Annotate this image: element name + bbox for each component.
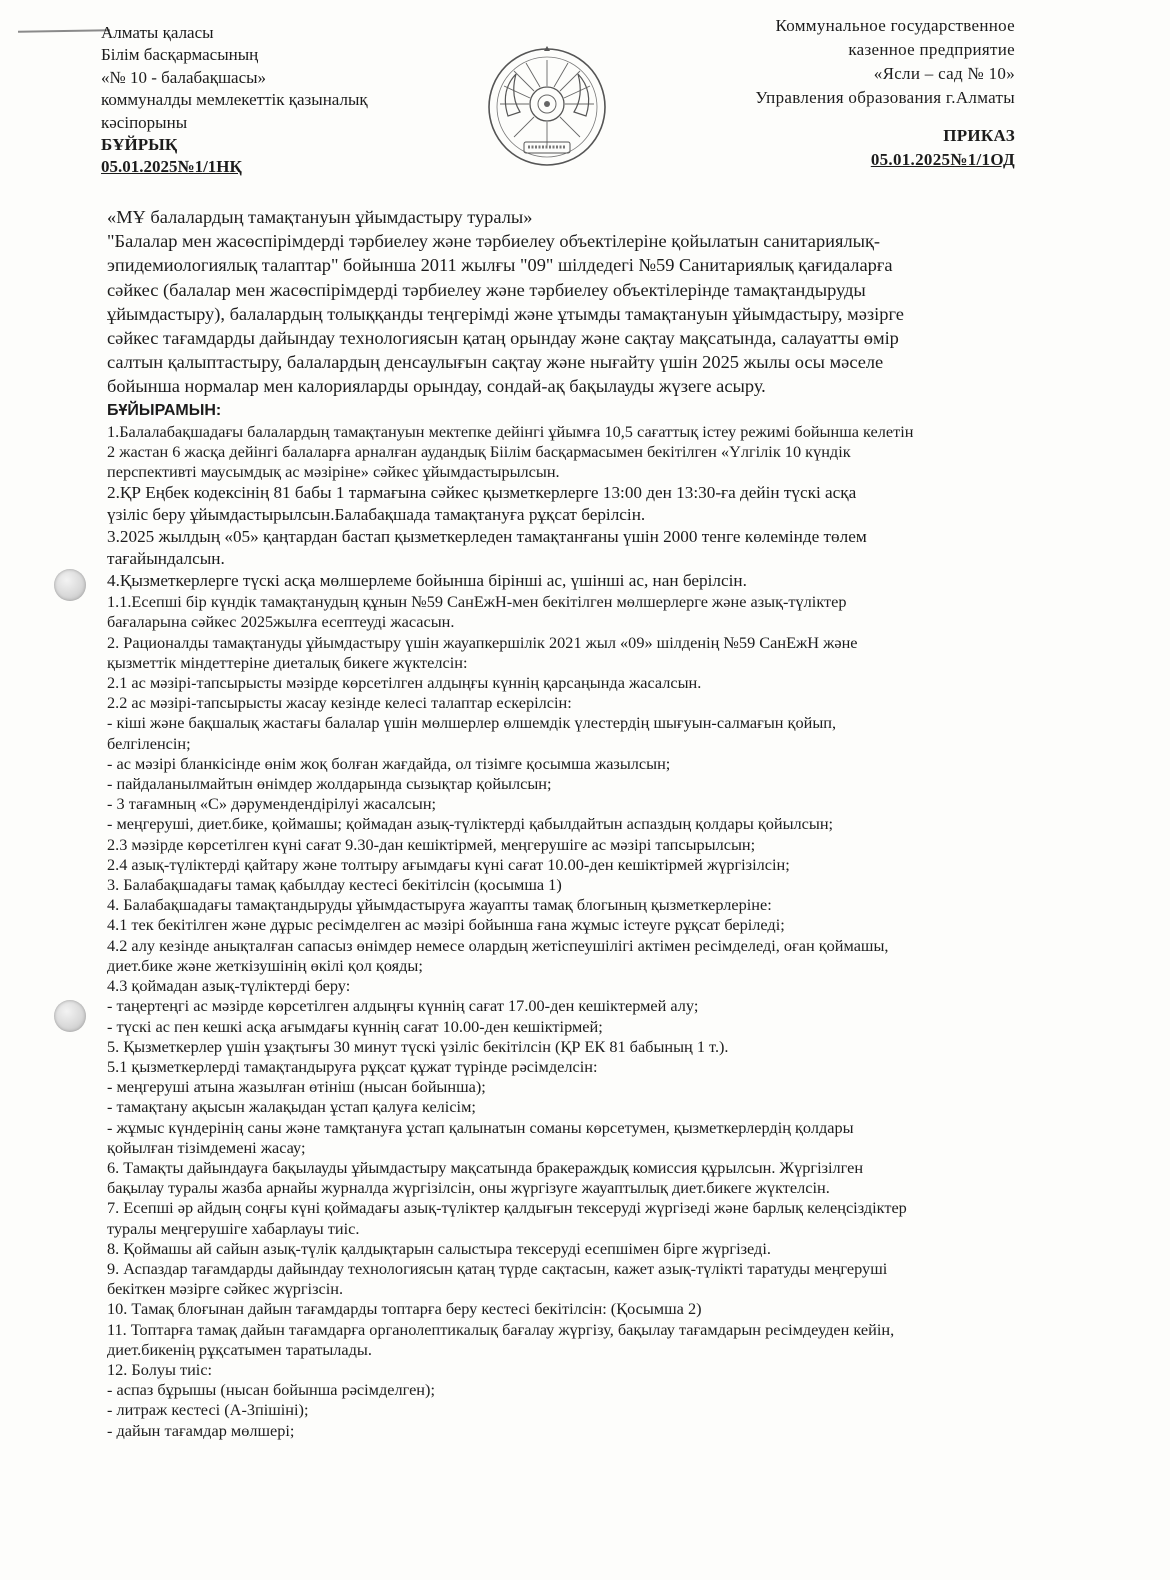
header-right-ru <box>595 14 1015 172</box>
order-line: 2.2 ас мәзірі-тапсырысты жасау кезінде келесі талаптар ескерілсін: <box>107 693 572 713</box>
kazakhstan-state-emblem-icon <box>486 46 608 168</box>
preamble-line: эпидемиологиялық талаптар" бойынша 2011 жылғы "09" шілдедегі №59 Санитариялық қағидаларға <box>107 255 893 276</box>
order-line: 12. Болуы тиіс: <box>107 1359 213 1379</box>
order-line: - пайдаланылмайтын өнімдер жолдарында сызықтар қойылсын; <box>107 774 552 794</box>
header-right-line: Коммунальное государственное <box>775 16 1015 35</box>
order-heading: БҰЙЫРАМЫН: <box>107 401 222 419</box>
preamble-line: ұйымдастыру), балалардың толыққанды теңгерімді және ұтымды тамақтануын ұйымдастыру, мәзірге <box>107 303 904 324</box>
order-line: 2.4 азық-түліктерді қайтару және толтыру ағымдағы күні сағат 10.00-ден кешіктірмей жүргізілсін; <box>107 854 790 874</box>
order-line: диет.бикенің рұқсатымен таратылады. <box>107 1339 372 1359</box>
preamble-line: сәйкес тағамдарды дайындау технологиясын қатаң орындау және сақтау мақсатында, салауатты өмір <box>107 328 899 349</box>
punch-hole <box>54 1000 86 1032</box>
order-line: тағайындалсын. <box>107 549 225 569</box>
order-line: 4.2 алу кезінде анықталған сапасыз өнімдер немесе олардың жетіспеушілігі актімен ресімделеді, оған қоймашы, <box>107 935 889 955</box>
order-line: 3. Балабақшадағы тамақ қабылдау кестесі бекітілсін (қосымша 1) <box>107 875 562 895</box>
doc-type-ru: ПРИКАЗ <box>943 126 1015 145</box>
order-line: 3.2025 жылдың «05» қаңтардан бастап қызметкерледен тамақтанғаны үшін 2000 тенге көлемінде төлем <box>107 527 867 547</box>
scan-artifact-line <box>18 29 110 33</box>
doc-number-kz: 05.01.2025№1/1НҚ <box>101 157 242 177</box>
doc-number-ru: 05.01.2025№1/1ОД <box>870 150 1015 169</box>
order-line: - тамақтану ақысын жалақыдан ұстап қалуға келісім; <box>107 1097 476 1117</box>
order-line: туралы меңгерушіге хабарлауы тиіс. <box>107 1218 360 1238</box>
preamble-line: бойынша нормалар мен калорияларды орындау, сондай-ақ бақылауды жүзеге асыру. <box>107 376 766 397</box>
order-line: қызметтік міндеттеріне диеталық бикеге жүктелсін: <box>107 652 468 672</box>
order-line: 4.1 тек бекітілген және дұрыс ресімделген ас мәзірі бойынша ғана жұмыс істеуге рұқсат беріледі; <box>107 915 785 935</box>
order-line: - аспаз бұрышы (нысан бойынша рәсімделген); <box>107 1380 435 1400</box>
order-line: 9. Аспаздар тағамдарды дайындау технологиясын қатаң түрде сақтасын, кажет азық-түлікті таратуды меңгеруші <box>107 1258 888 1278</box>
order-line: диет.бике және жеткізушінің өкілі қол қояды; <box>107 955 423 975</box>
header-left-line: «№ 10 - балабақшасы» <box>101 67 267 87</box>
order-line: 6. Тамақты дайындауға бақылауды ұйымдастыру мақсатында бракераждық комиссия құрылсын. Жүргізілген <box>107 1157 864 1177</box>
order-line: 2.3 мәзірде көрсетілген күні сағат 9.30-дан кешіктірмей, меңгерушіге ас мәзірі тапсырылсын; <box>107 834 756 854</box>
order-line: белгіленсін; <box>107 733 191 753</box>
order-line: 2.1 ас мәзірі-тапсырысты мәзірде көрсетілген алдыңғы күннің қарсаңында жасалсын. <box>107 673 702 693</box>
order-line: 4.3 қоймадан азық-түліктерді беру: <box>107 976 351 996</box>
preamble-line: "Балалар мен жасөспірімдерді тәрбиелеу және тәрбиелеу объектілеріне қойылатын санитариялық- <box>107 231 881 252</box>
punch-hole <box>54 569 86 601</box>
order-line: - түскі ас пен кешкі асқа ағымдағы күннің сағат 10.00-ден кешіктірмей; <box>107 1016 603 1036</box>
order-line: 11. Топтарға тамақ дайын тағамдарға органолептикалық бағалау жүргізу, бақылау тағамдарын ресімдеуден кейін, <box>107 1319 895 1339</box>
order-line: үзіліс беру ұйымдастырылсын.Балабақшада тамақтануға рұқсат берілсін. <box>107 505 646 525</box>
order-line: бекіткен мәзірге сәйкес жүргізсін. <box>107 1279 344 1299</box>
order-line: - меңгеруші атына жазылған өтініш (нысан бойынша); <box>107 1077 486 1097</box>
order-line: 4. Балабақшадағы тамақтандыруды ұйымдастыруға жауапты тамақ блогының қызметкерлеріне: <box>107 895 772 915</box>
header-left-line: кәсіпорыны <box>101 112 188 132</box>
order-line: 10. Тамақ блоғынан дайын тағамдарды топтарға беру кестесі бекітілсін: (Қосымша 2) <box>107 1299 702 1319</box>
order-line: - дайын тағамдар мөлшері; <box>107 1420 295 1440</box>
preamble-line: салтын қалыптастыру, балалардың денсаулығын сақтау және нығайту үшін 2025 жылы осы мәселе <box>107 352 884 373</box>
order-line: 5.1 қызметкерлерді тамақтандыруға рұқсат құжат түрінде рәсімделсін: <box>107 1056 598 1076</box>
order-line: 2 жастан 6 жасқа дейінгі балаларға арналған аудандық Біілім басқармасымен бекітілген «Үлгілік 10 күндік <box>107 441 851 461</box>
order-line: - 3 тағамның «С» дәрумендендірілуі жасалсын; <box>107 794 437 814</box>
order-preamble <box>107 205 1067 399</box>
header-right-line: казенное предприятие <box>848 40 1015 59</box>
order-line: 2. Рационалды тамақтануды ұйымдастыру үшін жауапкершілік 2021 жыл «09» шілденің №59 СанЕжН және <box>107 632 858 652</box>
order-body <box>107 205 1067 1441</box>
preamble-line: «МҰ балалардың тамақтануын ұйымдастыру туралы» <box>107 207 533 227</box>
order-line: 2.ҚР Еңбек кодексінің 81 бабы 1 тармағына сәйкес қызметкерлерге 13:00 ден 13:30-ға дейін түскі асқа <box>107 483 857 503</box>
header-left-kz <box>101 22 441 179</box>
order-line: қойылған тізімдемені жасау; <box>107 1137 306 1157</box>
order-line: - таңертеңгі ас мәзірде көрсетілген алдыңғы күннің сағат 17.00-ден кешіктермей алу; <box>107 996 699 1016</box>
order-line: - литраж кестесі (А-3пішіні); <box>107 1400 309 1420</box>
header-left-line: Білім басқармасының <box>101 45 259 65</box>
order-line: 5. Қызметкерлер үшін ұзақтығы 30 минут түскі үзіліс бекітілсін (ҚР ЕК 81 бабының 1 т.). <box>107 1036 729 1056</box>
doc-type-kz: БҰЙРЫҚ <box>101 135 178 155</box>
order-line: - кіші және бақшалық жастағы балалар үшін мөлшерлер өлшемдік үлестердің шығуын-салмағын қойып, <box>107 713 837 733</box>
header-right-line: Управления образования г.Алматы <box>755 88 1015 107</box>
order-line: бағаларына сәйкес 2025жылға есептеуді жасасын. <box>107 612 455 632</box>
order-line: 7. Есепші әр айдың соңғы күні қоймадағы азық-түліктер қалдығын тексеруді жүргізеді және барлық келеңсіздіктер <box>107 1198 907 1218</box>
order-line: - жұмыс күндерінің саны және тамқтануға ұстап қалынатын соманы көрсетумен, қызметкерлердің қолдары <box>107 1117 854 1137</box>
order-line: - меңгеруші, диет.бике, қоймашы; қоймадан азық-түліктерді қабылдайтын аспаздың қолдары қойылсын; <box>107 814 834 834</box>
order-line: перспективті маусымдық ас мәзіріне» сәйкес ұйымдастырылсын. <box>107 462 560 482</box>
header-left-line: коммуналды мемлекеттік қазыналық <box>101 90 368 110</box>
order-line: - ас мәзірі бланкісінде өнім жоқ болған жағдайда, ол тізімге қосымша жазылсын; <box>107 753 671 773</box>
order-line: бақылау туралы жазба арнайы журналда жүргізілсін, оны жүргізуге жауаптылық диет.бикеге жүктелсін. <box>107 1178 830 1198</box>
order-line: 4.Қызметкерлерге түскі асқа мөлшерлеме бойынша бірінші ас, үшінші ас, нан берілсін. <box>107 571 747 591</box>
preamble-line: сәйкес (балалар мен жасөспірімдерді тәрбиелеу және тәрбиелеу объектілерінде тамақтандыруды <box>107 279 866 300</box>
order-items <box>107 422 1067 1441</box>
header-right-line: «Ясли – сад № 10» <box>873 64 1015 83</box>
header-left-line: Алматы қаласы <box>101 23 214 42</box>
order-line: 1.1.Есепші бір күндік тамақтанудың құнын №59 СанЕжН-мен бекітілген мөлшерлерге және азық-түліктер <box>107 592 847 612</box>
order-line: 1.Балалабақшадағы балалардың тамақтануын мектепке дейінгі ұйымға 10,5 сағаттық істеу режимі бойынша келетін <box>107 421 914 441</box>
order-line: 8. Қоймашы ай сайын азық-түлік қалдықтарын салыстыра тексеруді есепшімен бірге жүргізеді. <box>107 1238 771 1258</box>
